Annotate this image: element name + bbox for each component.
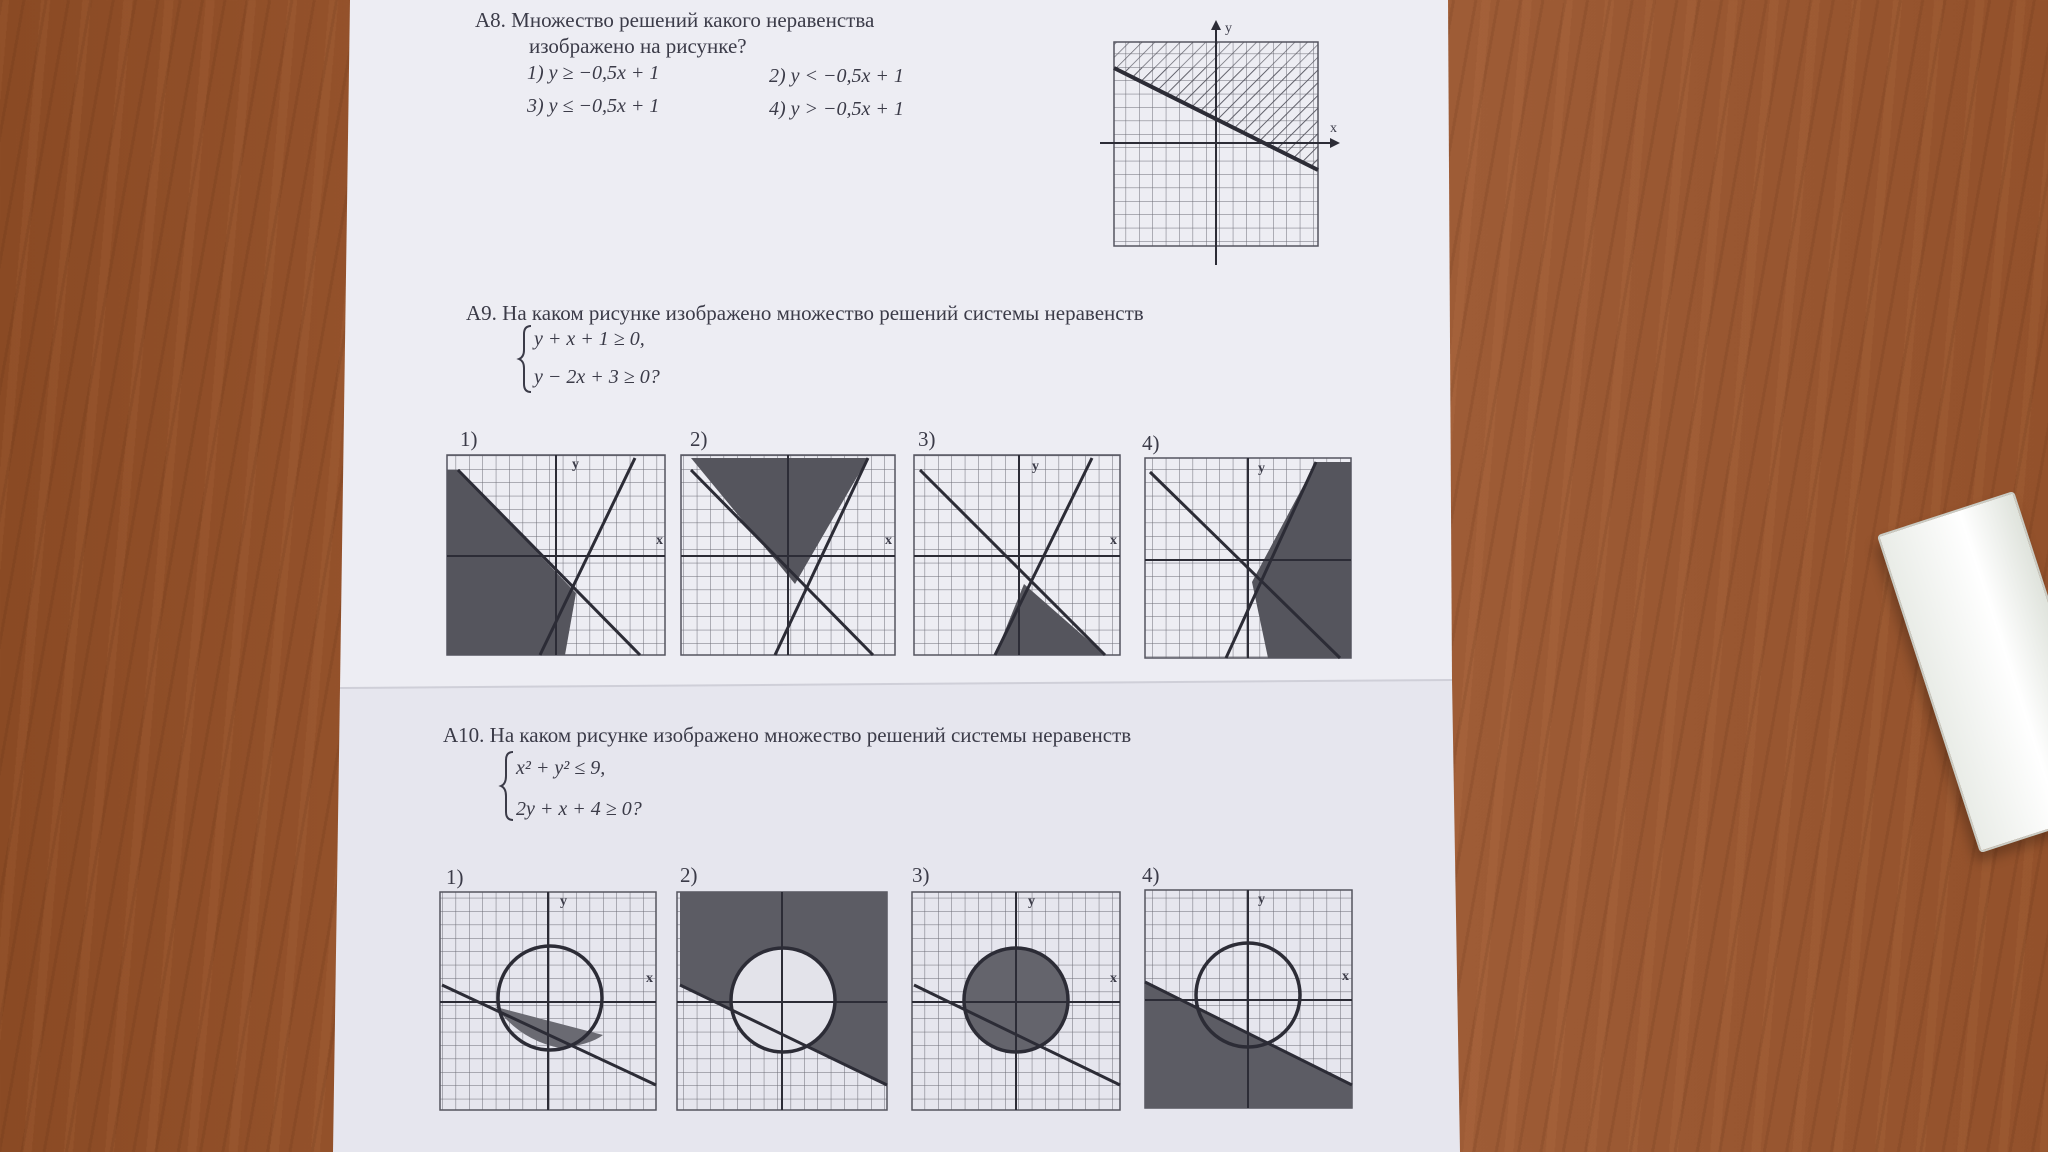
a10-fig1-x-label: x [646,971,653,986]
a10-fig3-y-label: y [1028,894,1035,909]
a8-x-label: x [1330,121,1337,136]
a9-fig4-y-label: y [1258,461,1265,476]
a8-option-4: 4) y > −0,5x + 1 [769,98,904,120]
a10-fig4-y-label: y [1258,892,1265,907]
a10-fig3-x-label: x [1110,971,1117,986]
a9-fig4-label: 4) [1142,431,1160,455]
a10-question: А10. На каком рисунке изображено множество решений системы неравенств [443,723,1132,747]
a8-question-line2: изображено на рисунке? [529,34,747,58]
a8-option-3: 3) y ≤ −0,5x + 1 [527,95,660,117]
a10-fig4-x-label: x [1342,969,1349,984]
a10-fig2-label: 2) [680,863,698,887]
a9-fig3-label: 3) [918,427,936,451]
a9-fig1-x-label: x [656,533,663,548]
a8-option-2: 2) y < −0,5x + 1 [769,65,904,87]
a9-system-line2: y − 2x + 3 ≥ 0? [534,366,660,388]
a9-fig3-y-label: y [1032,459,1039,474]
a9-system-line1: y + x + 1 ≥ 0, [534,328,645,350]
a10-fig1-y-label: y [560,894,567,909]
a10-fig4-label: 4) [1142,863,1160,887]
a10-fig1-label: 1) [446,865,464,889]
a9-fig1-y-label: y [572,457,579,472]
a9-fig2-label: 2) [690,427,708,451]
a9-question: А9. На каком рисунке изображено множество решений системы неравенств [466,301,1144,325]
a9-fig1-label: 1) [460,427,478,451]
a10-system-line1: x² + y² ≤ 9, [516,757,606,779]
a10-system-line2: 2y + x + 4 ≥ 0? [516,798,642,820]
a9-fig3-x-label: x [1110,533,1117,548]
a9-fig2-x-label: x [885,533,892,548]
a10-fig3-label: 3) [912,863,930,887]
a8-graph [1100,20,1340,265]
a8-question-line1: А8. Множество решений какого неравенства [475,8,875,32]
a8-option-1: 1) y ≥ −0,5x + 1 [527,62,660,84]
a8-y-label: y [1225,21,1232,36]
